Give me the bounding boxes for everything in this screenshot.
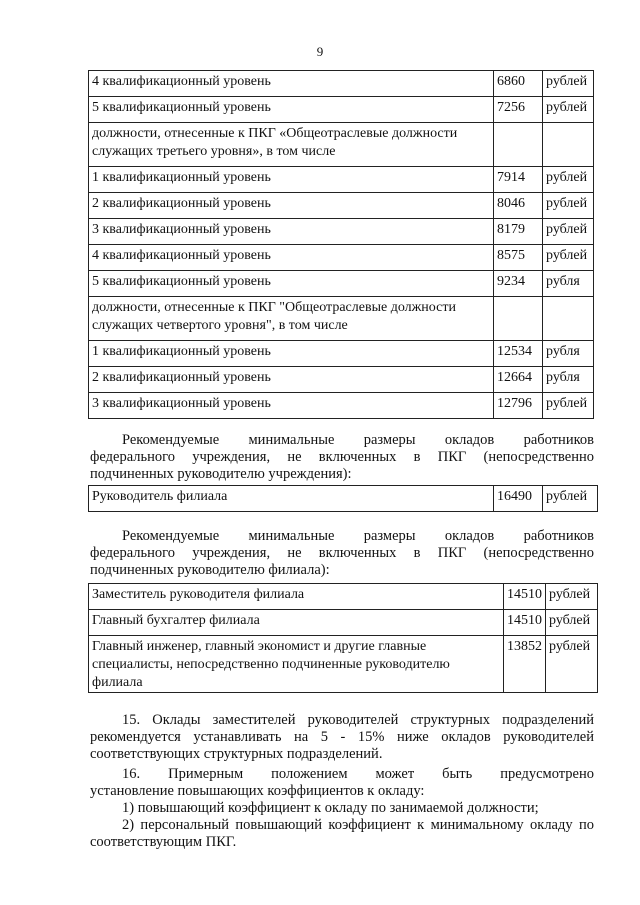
paragraph-line: федерального учреждения, не включенных в ПКГ (непосредственно xyxy=(90,545,594,561)
paragraph-recommended-institution xyxy=(90,432,594,483)
table-row xyxy=(89,584,598,610)
position-cell: 4 квалификационный уровень xyxy=(89,245,494,271)
unit-cell: рублей xyxy=(546,610,598,636)
table-row xyxy=(89,245,594,271)
paragraph-line: рекомендуется устанавливать на 5 - 15% ниже окладов руководителей xyxy=(90,729,594,745)
amount-cell: 16490 xyxy=(494,486,543,512)
unit-cell: рублей xyxy=(543,71,594,97)
paragraph-line: соответствующих структурных подразделений. xyxy=(90,746,383,762)
position-cell: Главный бухгалтер филиала xyxy=(89,610,504,636)
table-row xyxy=(89,636,598,693)
position-cell: должности, отнесенные к ПКГ "Общеотраслевые должности служащих четвертого уровня", в том числе xyxy=(89,297,494,341)
list-item: 2) персональный повышающий коэффициент к минимальному окладу по xyxy=(122,817,594,833)
position-cell: должности, отнесенные к ПКГ «Общеотраслевые должности служащих третьего уровня», в том числе xyxy=(89,123,494,167)
amount-cell xyxy=(494,297,543,341)
paragraph-line: федерального учреждения, не включенных в ПКГ (непосредственно xyxy=(90,449,594,465)
unit-cell: рублей xyxy=(546,636,598,693)
amount-cell: 12664 xyxy=(494,367,543,393)
table-row xyxy=(89,297,594,341)
salary-table-2 xyxy=(88,485,598,512)
unit-cell: рублей xyxy=(543,393,594,419)
paragraph-line: Рекомендуемые минимальные размеры окладов работников xyxy=(122,528,594,544)
position-cell: 2 квалификационный уровень xyxy=(89,367,494,393)
amount-cell: 12796 xyxy=(494,393,543,419)
table-row xyxy=(89,193,594,219)
position-cell: Заместитель руководителя филиала xyxy=(89,584,504,610)
amount-cell: 7256 xyxy=(494,97,543,123)
table-row xyxy=(89,97,594,123)
amount-cell xyxy=(494,123,543,167)
list-item: 1) повышающий коэффициент к окладу по занимаемой должности; xyxy=(122,800,539,816)
salary-table-3 xyxy=(88,583,598,693)
paragraph-line: 15. Оклады заместителей руководителей структурных подразделений xyxy=(122,712,594,728)
paragraph-15 xyxy=(90,712,594,763)
paragraph-recommended-branch xyxy=(90,528,594,579)
unit-cell: рубля xyxy=(543,271,594,297)
table-row xyxy=(89,393,594,419)
table-row xyxy=(89,610,598,636)
position-cell: 4 квалификационный уровень xyxy=(89,71,494,97)
amount-cell: 12534 xyxy=(494,341,543,367)
position-cell: 3 квалификационный уровень xyxy=(89,219,494,245)
unit-cell: рублей xyxy=(543,193,594,219)
unit-cell: рублей xyxy=(543,167,594,193)
amount-cell: 13852 xyxy=(504,636,546,693)
unit-cell: рублей xyxy=(543,219,594,245)
amount-cell: 7914 xyxy=(494,167,543,193)
amount-cell: 6860 xyxy=(494,71,543,97)
amount-cell: 8046 xyxy=(494,193,543,219)
amount-cell: 8575 xyxy=(494,245,543,271)
salary-table-1 xyxy=(88,70,594,419)
table-row xyxy=(89,486,598,512)
unit-cell: рублей xyxy=(543,245,594,271)
amount-cell: 9234 xyxy=(494,271,543,297)
page-number: 9 xyxy=(316,44,324,59)
position-cell: 5 квалификационный уровень xyxy=(89,271,494,297)
paragraph-16 xyxy=(90,766,594,851)
table-row xyxy=(89,167,594,193)
position-cell: Главный инженер, главный экономист и другие главные специалисты, непосредственно подчиненные руководителю филиала xyxy=(89,636,504,693)
unit-cell: рублей xyxy=(546,584,598,610)
table-row xyxy=(89,219,594,245)
position-cell: 1 квалификационный уровень xyxy=(89,167,494,193)
unit-cell: рубля xyxy=(543,341,594,367)
paragraph-line: Рекомендуемые минимальные размеры окладов работников xyxy=(122,432,594,448)
table-row xyxy=(89,367,594,393)
paragraph-line: установление повышающих коэффициентов к окладу: xyxy=(90,783,425,799)
amount-cell: 14510 xyxy=(504,610,546,636)
position-cell: 5 квалификационный уровень xyxy=(89,97,494,123)
unit-cell xyxy=(543,297,594,341)
paragraph-line: подчиненных руководителю учреждения): xyxy=(90,466,352,482)
table-row xyxy=(89,341,594,367)
table-row xyxy=(89,123,594,167)
unit-cell: рублей xyxy=(543,486,598,512)
position-cell: Руководитель филиала xyxy=(89,486,494,512)
unit-cell: рублей xyxy=(543,97,594,123)
table-row xyxy=(89,71,594,97)
position-cell: 1 квалификационный уровень xyxy=(89,341,494,367)
paragraph-line: подчиненных руководителю филиала): xyxy=(90,562,330,578)
amount-cell: 8179 xyxy=(494,219,543,245)
amount-cell: 14510 xyxy=(504,584,546,610)
table-row xyxy=(89,271,594,297)
list-item: соответствующим ПКГ. xyxy=(90,834,237,850)
unit-cell xyxy=(543,123,594,167)
position-cell: 2 квалификационный уровень xyxy=(89,193,494,219)
unit-cell: рубля xyxy=(543,367,594,393)
paragraph-line: 16. Примерным положением может быть предусмотрено xyxy=(122,766,594,782)
position-cell: 3 квалификационный уровень xyxy=(89,393,494,419)
